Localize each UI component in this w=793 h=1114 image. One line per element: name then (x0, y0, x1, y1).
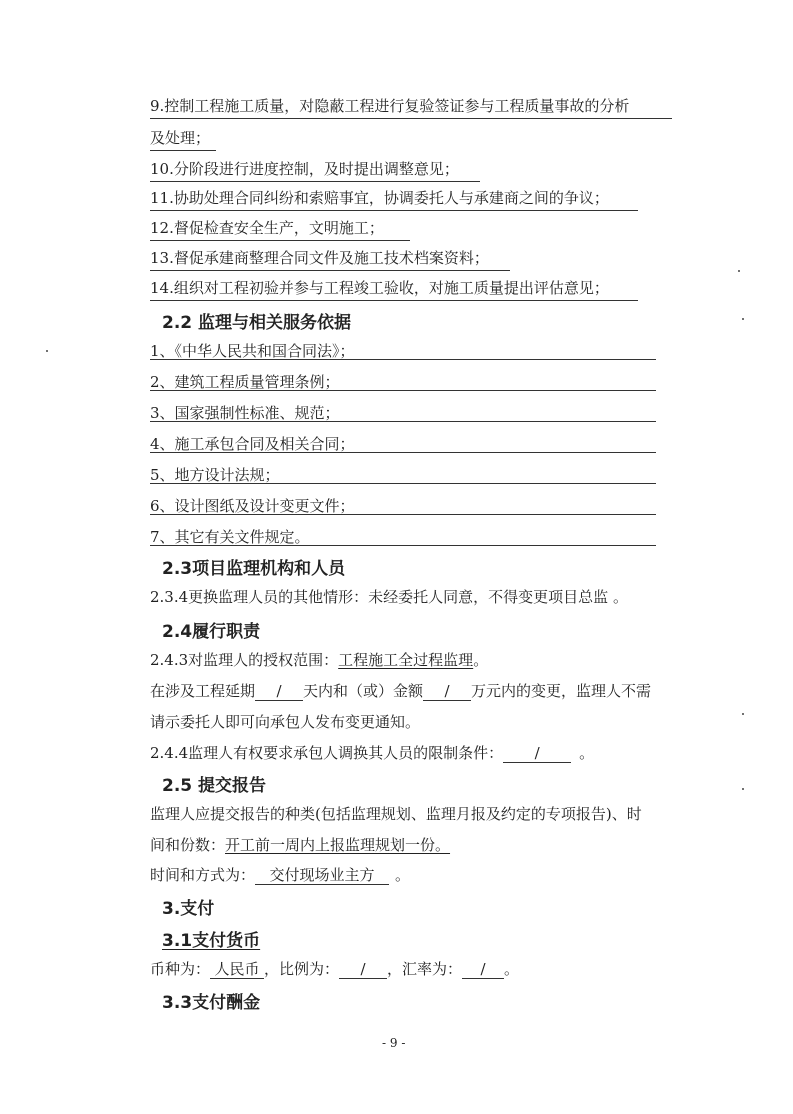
section-heading-2-2: 2.2 监理与相关服务依据 (162, 313, 352, 333)
text: 时间和方式为： (150, 866, 256, 884)
duty-item: 9.控制工程施工质量，对隐蔽工程进行复验签证参与工程质量事故的分析 (150, 97, 630, 115)
basis-item: 5、地方设计法规； (150, 466, 280, 484)
paragraph (150, 681, 651, 701)
section-heading-2-3: 2.3项目监理机构和人员 (162, 559, 346, 579)
underline (150, 421, 656, 422)
blank-field: / (339, 960, 387, 979)
underline (150, 452, 656, 453)
text: 在涉及工程延期 (150, 682, 256, 700)
underline (150, 483, 656, 484)
basis-item: 4、施工承包合同及相关合同； (150, 435, 355, 453)
section-heading-3-1 (162, 926, 260, 951)
basis-item: 7、其它有关文件规定。 (150, 528, 310, 546)
heading-text: 3.1支付货币 (162, 931, 261, 951)
text: 。 (504, 960, 520, 978)
scan-speck (742, 713, 744, 715)
text: 2.4.4监理人有权要求承包人调换其人员的限制条件： (150, 744, 504, 762)
paragraph (150, 959, 519, 979)
paragraph: 2.3.4更换监理人员的其他情形：未经委托人同意，不得变更项目总监 。 (150, 588, 628, 606)
blank-field: / (423, 682, 471, 701)
duty-item: 11.协助处理合同纠纷和索赔事宜，协调委托人与承建商之间的争议； (150, 189, 609, 207)
basis-item: 2、建筑工程质量管理条例； (150, 373, 340, 391)
duty-item: 14.组织对工程初验并参与工程竣工验收，对施工质量提出评估意见； (150, 279, 609, 297)
text: ，汇率为： (387, 960, 463, 978)
underline (150, 240, 410, 241)
filled-value: 开工前一周内上报监理规划一份。 (225, 836, 451, 854)
text: 万元内的变更，监理人不需 (471, 682, 652, 700)
underline (150, 210, 638, 211)
text: 。 (473, 651, 489, 669)
scan-speck (742, 318, 744, 320)
paragraph (150, 743, 594, 763)
section-heading-3: 3.支付 (162, 899, 215, 919)
text: 2.4.3对监理人的授权范围： (150, 651, 339, 669)
filled-value: 交付现场业主方 (255, 866, 389, 885)
underline (150, 118, 672, 119)
text: 。 (579, 744, 595, 762)
filled-value: 人民币 (210, 960, 264, 979)
basis-item: 6、设计图纸及设计变更文件； (150, 497, 355, 515)
paragraph (150, 865, 410, 885)
text: 。 (395, 866, 411, 884)
page-number: - 9 - (382, 1036, 406, 1050)
underline (150, 545, 656, 546)
blank-field: / (462, 960, 504, 979)
duty-item: 12.督促检查安全生产，文明施工； (150, 219, 384, 237)
duty-item: 10.分阶段进行进度控制，及时提出调整意见； (150, 160, 459, 178)
underline (150, 359, 656, 360)
text: 间和份数： (150, 836, 226, 854)
filled-value: 工程施工全过程监理 (338, 651, 474, 669)
text: ，比例为： (264, 960, 340, 978)
blank-field: / (255, 682, 303, 701)
duty-item: 及处理； (150, 129, 211, 147)
paragraph (150, 835, 450, 855)
underline (150, 270, 510, 271)
basis-item: 3、国家强制性标准、规范； (150, 404, 340, 422)
blank-field: / (503, 744, 571, 763)
underline (150, 514, 656, 515)
underline (150, 181, 480, 182)
text: 币种为： (150, 960, 211, 978)
scan-speck (46, 350, 48, 352)
section-heading-2-4: 2.4履行职责 (162, 622, 261, 642)
text: 天内和（或）金额 (303, 682, 424, 700)
duty-item: 13.督促承建商整理合同文件及施工技术档案资料； (150, 249, 489, 267)
underline (150, 150, 216, 151)
scan-speck (738, 270, 740, 272)
section-heading-3-3: 3.3支付酬金 (162, 993, 261, 1013)
section-heading-2-5: 2.5 提交报告 (162, 776, 267, 796)
underline (150, 300, 638, 301)
basis-item: 1、《中华人民共和国合同法》； (150, 342, 355, 360)
paragraph: 请示委托人即可向承包人发布变更通知。 (150, 713, 421, 731)
paragraph (150, 650, 488, 670)
underline (150, 390, 656, 391)
scan-speck (742, 788, 744, 790)
paragraph: 监理人应提交报告的种类(包括监理规划、监理月报及约定的专项报告)、时 (150, 805, 642, 823)
